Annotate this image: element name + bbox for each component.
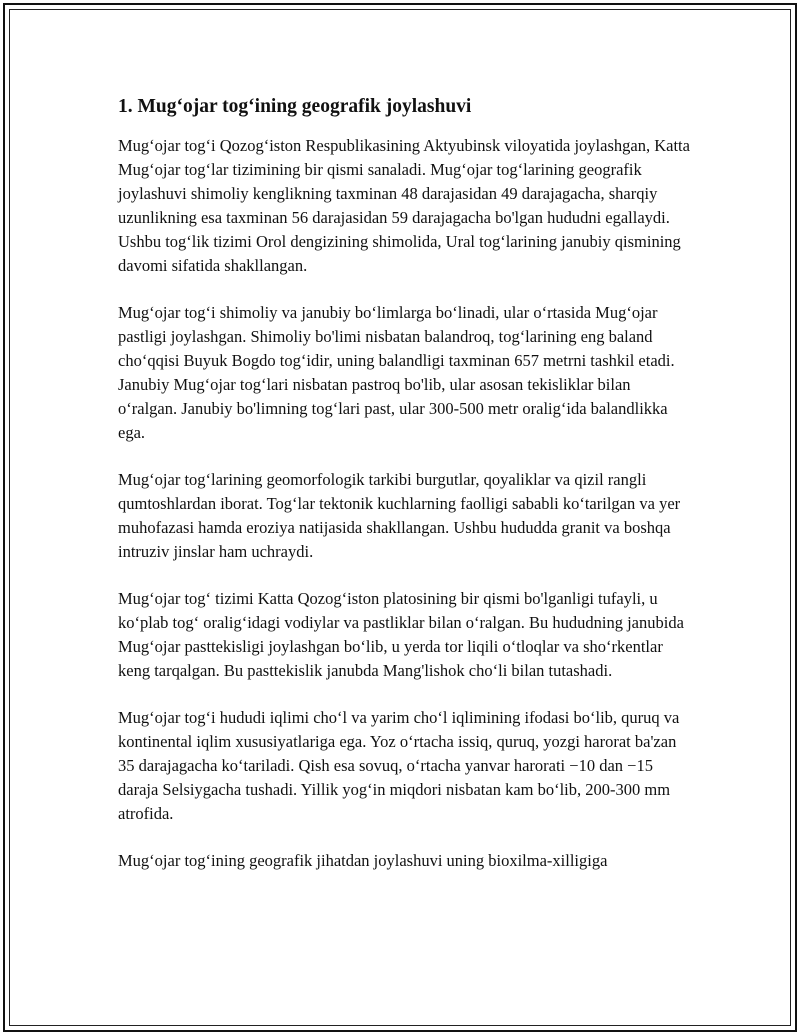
paragraph-5: Mug‘ojar tog‘i hududi iqlimi cho‘l va yarim cho‘l iqlimining ifodasi bo‘lib, quruq va kontinental iqlim xususiyatlariga ega. Yoz o‘rtacha issiq, quruq, yozgi harorat ba'zan 35 darajagacha ko‘tariladi. Qish esa sovuq, o‘rtacha yanvar harorati −10 dan −15 daraja Selsiygacha tushadi. Yillik yog‘in miqdori nisbatan kam bo‘lib, 200-300 mm atrofida. — [118, 708, 680, 823]
paragraph-2: Mug‘ojar tog‘i shimoliy va janubiy bo‘limlarga bo‘linadi, ular o‘rtasida Mug‘ojar pastligi joylashgan. Shimoliy bo'limi nisbatan balandroq, tog‘larining eng baland cho‘qqisi Buyuk Bogdo tog‘idir, uning balandligi taxminan 657 metrni tashkil etadi. Janubiy Mug‘ojar tog‘lari nisbatan pastroq bo'lib, ular asosan tekisliklar bilan o‘ralgan. Janubiy bo'limning tog‘lari past, ular 300-500 metr oralig‘ida balandlikka ega. — [118, 303, 675, 442]
paragraph-4: Mug‘ojar tog‘ tizimi Katta Qozog‘iston platosining bir qismi bo'lganligi tufayli, u ko‘plab tog‘ oralig‘idagi vodiylar va pastliklar bilan o‘ralgan. Bu hududning janubida Mug‘ojar pasttekisligi joylashgan bo‘lib, u yerda tor liqili o‘tloqlar va sho‘rkentlar keng tarqalgan. Bu pasttekislik janubda Mang'lishok cho‘li bilan tutashadi. — [118, 589, 684, 680]
document-body — [118, 94, 693, 896]
paragraph-6: Mug‘ojar tog‘ining geografik jihatdan joylashuvi uning bioxilma-xilligiga — [118, 851, 608, 870]
paragraph-3: Mug‘ojar tog‘larining geomorfologik tarkibi burgutlar, qoyaliklar va qizil rangli qumtoshlardan iborat. Tog‘lar tektonik kuchlarning faolligi sababli ko‘tarilgan va yer muhofazasi hamda eroziya natijasida shakllangan. Ushbu hududda granit va boshqa intruziv jinslar ham uchraydi. — [118, 470, 681, 561]
section-heading: 1. Mug‘ojar tog‘ining geografik joylashuvi — [118, 96, 472, 117]
paragraph-1: Mug‘ojar tog‘i Qozog‘iston Respublikasining Aktyubinsk viloyatida joylashgan, Katta Mug‘ojar tog‘lar tizimining bir qismi sanaladi. Mug‘ojar tog‘larining geografik joylashuvi shimoliy kenglikning taxminan 48 darajasidan 49 darajagacha, sharqiy uzunlikning esa taxminan 56 darajasidan 59 darajagacha bo'lgan hududni egallaydi. Ushbu tog‘lik tizimi Orol dengizining shimolida, Ural tog‘larining janubiy qismining davomi sifatida shakllangan. — [118, 136, 690, 275]
